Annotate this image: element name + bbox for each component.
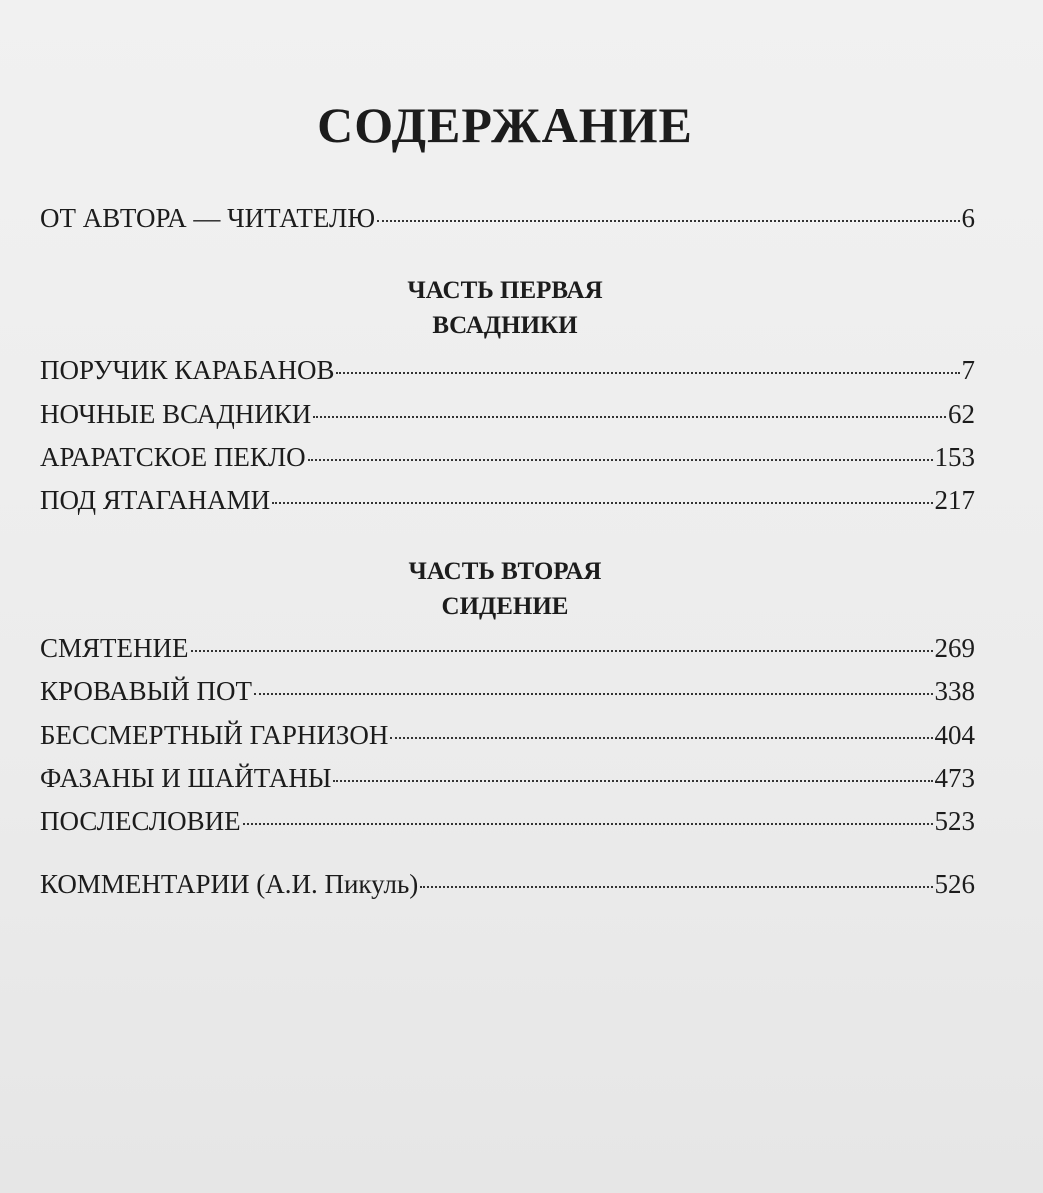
toc-entry-preface <box>40 200 975 236</box>
toc-entry-label: КРОВАВЫЙ ПОТ <box>40 676 252 706</box>
toc-entry-label: КОММЕНТАРИИ (А.И. Пикуль) <box>40 869 419 899</box>
toc-entry-page: 404 <box>934 720 975 750</box>
toc-leader-dots <box>308 459 933 461</box>
toc-entry-page: 473 <box>934 763 975 793</box>
toc-leader-dots <box>336 372 959 374</box>
toc-leader-dots <box>272 502 932 504</box>
toc-leader-dots <box>191 650 933 652</box>
toc-entry-label: БЕССМЕРТНЫЙ ГАРНИЗОН <box>40 720 389 750</box>
toc-entry-page: 6 <box>961 203 975 233</box>
part-one-heading: ЧАСТЬ ПЕРВАЯ <box>407 277 603 304</box>
toc-entry-page: 62 <box>948 399 975 429</box>
part-two-subtitle: СИДЕНИЕ <box>441 593 569 620</box>
part-two-heading: ЧАСТЬ ВТОРАЯ <box>408 558 602 585</box>
toc-leader-dots <box>333 780 932 782</box>
toc-leader-dots <box>390 737 932 739</box>
toc-entry-label: ФАЗАНЫ И ШАЙТАНЫ <box>40 763 332 793</box>
toc-entry <box>40 803 975 839</box>
toc-entry <box>40 482 975 518</box>
toc-entry <box>40 439 975 475</box>
toc-entry-page: 7 <box>961 355 975 385</box>
toc-entry-label: НОЧНЫЕ ВСАДНИКИ <box>40 399 312 429</box>
toc-entry-label: ПОРУЧИК КАРАБАНОВ <box>40 355 335 385</box>
toc-entry-page: 338 <box>934 676 975 706</box>
toc-entry-label: ПОД ЯТАГАНАМИ <box>40 485 271 515</box>
toc-entry <box>40 760 975 796</box>
toc-leader-dots <box>254 693 933 695</box>
toc-entry-page: 523 <box>934 806 975 836</box>
toc-entry-label: ОТ АВТОРА — ЧИТАТЕЛЮ <box>40 203 376 233</box>
toc-entry-page: 153 <box>934 442 975 472</box>
toc-entry <box>40 717 975 753</box>
part-one-subtitle: ВСАДНИКИ <box>432 312 578 339</box>
toc-entry <box>40 352 975 388</box>
toc-leader-dots <box>313 416 946 418</box>
toc-entry <box>40 630 975 666</box>
toc-entry <box>40 673 975 709</box>
toc-entry-label: СМЯТЕНИЕ <box>40 633 189 663</box>
toc-entry <box>40 396 975 432</box>
toc-entry-label: ПОСЛЕСЛОВИЕ <box>40 806 241 836</box>
toc-leader-dots <box>243 823 933 825</box>
toc-leader-dots <box>377 220 959 222</box>
toc-entry-label: АРАРАТСКОЕ ПЕКЛО <box>40 442 306 472</box>
toc-entry-page: 217 <box>934 485 975 515</box>
toc-entry-comments <box>40 866 975 902</box>
page-title: СОДЕРЖАНИЕ <box>317 97 693 153</box>
toc-entry-page: 526 <box>934 869 975 899</box>
toc-leader-dots <box>420 886 932 888</box>
toc-entry-page: 269 <box>934 633 975 663</box>
